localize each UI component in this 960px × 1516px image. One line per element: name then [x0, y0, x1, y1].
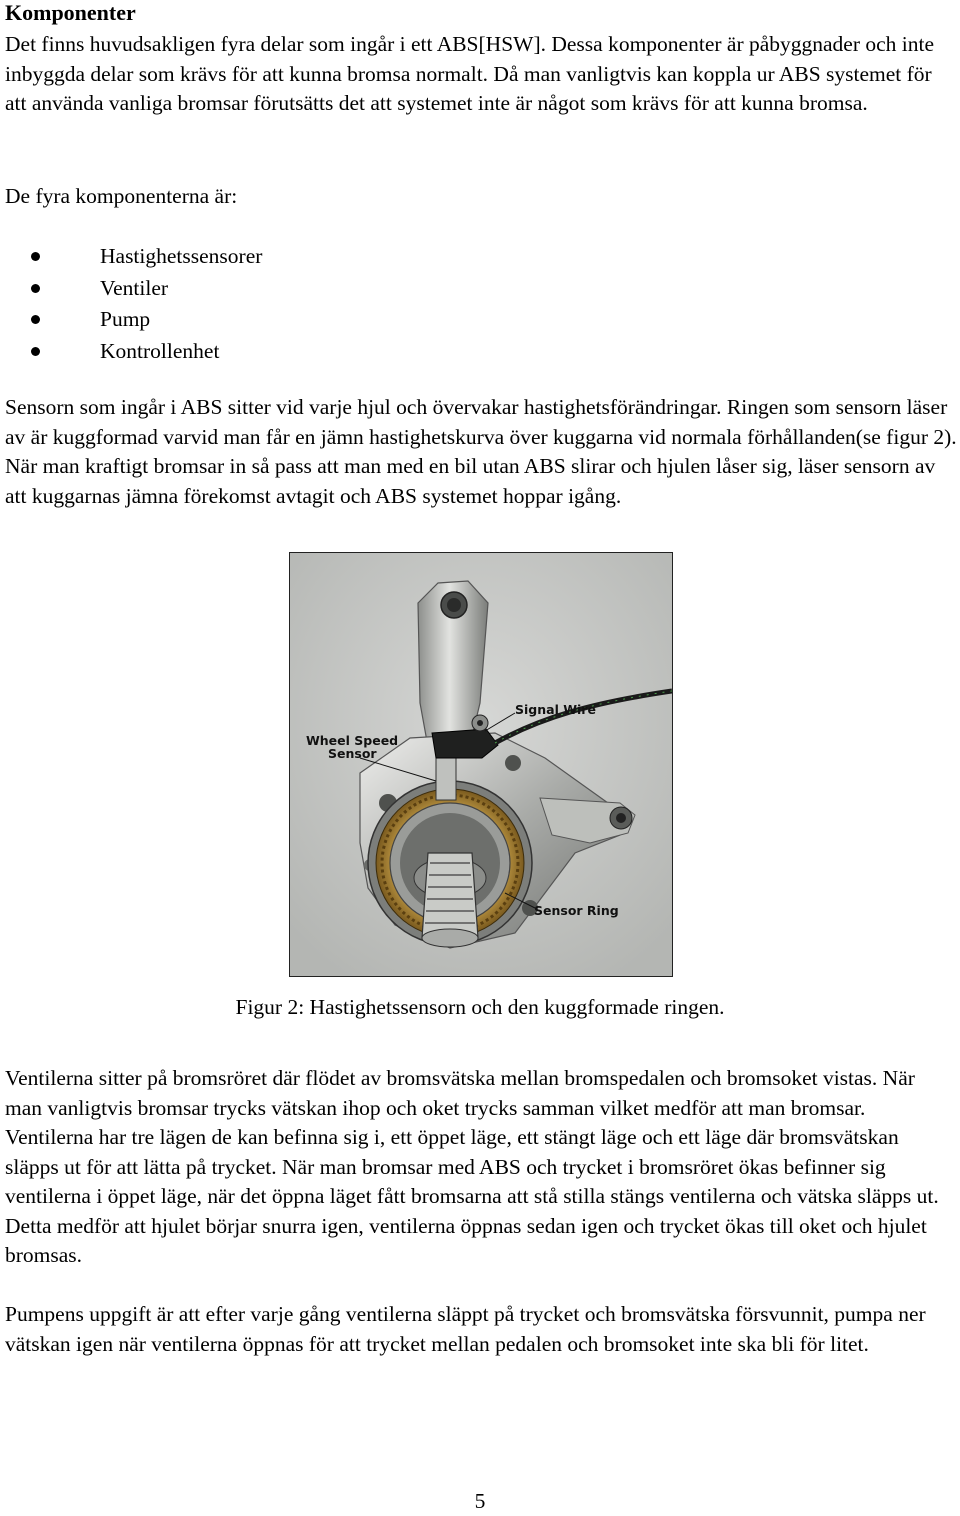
- bullet-icon: [31, 252, 40, 261]
- intro-paragraph: Det finns huvudsakligen fyra delar som ingår i ett ABS[HSW]. Dessa komponenter är påbyggnader och inte inbyggda delar som krävs för att kunna bromsa normalt. Då man vanligtvis kan koppla ur ABS systemet för att använda vanliga bromsar förutsätts det att systemet inte är något som krävs för att kunna bromsa.: [5, 32, 935, 115]
- wheel-speed-sensor-label: Wheel Speed: [306, 733, 399, 748]
- list-item-label: Kontrollenhet: [100, 338, 220, 363]
- wheel-hub-illustration: [290, 553, 672, 976]
- pump-paragraph: Pumpens uppgift är att efter varje gång ventilerna släppt på trycket och bromsvätska försvunnit, pumpa ner vätskan igen när ventilerna öppnas för att trycket mellan pedalen och bromsoket inte ska bli för litet.: [5, 1302, 926, 1356]
- list-intro: De fyra komponenterna är:: [5, 184, 238, 208]
- section-heading: Komponenter: [5, 0, 136, 25]
- sensor-paragraph: Sensorn som ingår i ABS sitter vid varje hjul och övervakar hastighetsförändringar. Ringen som sensorn läser av är kuggformad varvid man får en jämn hastighetskurva över kuggarna vid normala förhållanden(se figur 2). När man kraftigt bromsar in så pass att man med en bil utan ABS slirar och hjulen låser sig, läser sensorn av att kuggarnas jämna förekomst avtagit och ABS systemet hoppar igång.: [5, 395, 957, 508]
- bullet-icon: [31, 315, 40, 324]
- page-number: 5: [474, 1489, 486, 1513]
- signal-wire-label: Signal Wire: [515, 702, 596, 717]
- wheel-speed-sensor-label-line2: Sensor: [328, 746, 377, 761]
- list-item-label: Pump: [100, 307, 151, 331]
- bullet-icon: [31, 284, 40, 293]
- list-item-label: Ventiler: [100, 275, 169, 300]
- list-item-label: Hastighetssensorer: [100, 244, 263, 268]
- valve-paragraph: Ventilerna sitter på bromsröret där flödet av bromsvätska mellan bromspedalen och bromsoket vistas. När man vanligtvis bromsar trycks vätskan ihop och oket trycks samman vilket medför att man bromsar. Ventilerna har tre lägen de kan befinna sig i, ett öppet läge, ett stängt läge och ett läge där bromsvätskan släpps ut för att lätta på trycket. När man bromsar med ABS och trycket i bromsröret ökas befinner sig ventilerna i öppet läge, när det öppna läget fått bromsarna att stå stilla stängs ventilerna och vätska släpps ut. Detta medför att hjulet börjar snurra igen, ventilerna öppnas sedan igen och trycket ökas till oket och hjulet bromsas.: [5, 1066, 939, 1267]
- wheel-sensor-figure: [289, 552, 673, 977]
- figure-caption: Figur 2: Hastighetssensorn och den kuggformade ringen.: [235, 995, 725, 1019]
- bullet-icon: [31, 347, 40, 356]
- sensor-ring-label: Sensor Ring: [534, 903, 619, 918]
